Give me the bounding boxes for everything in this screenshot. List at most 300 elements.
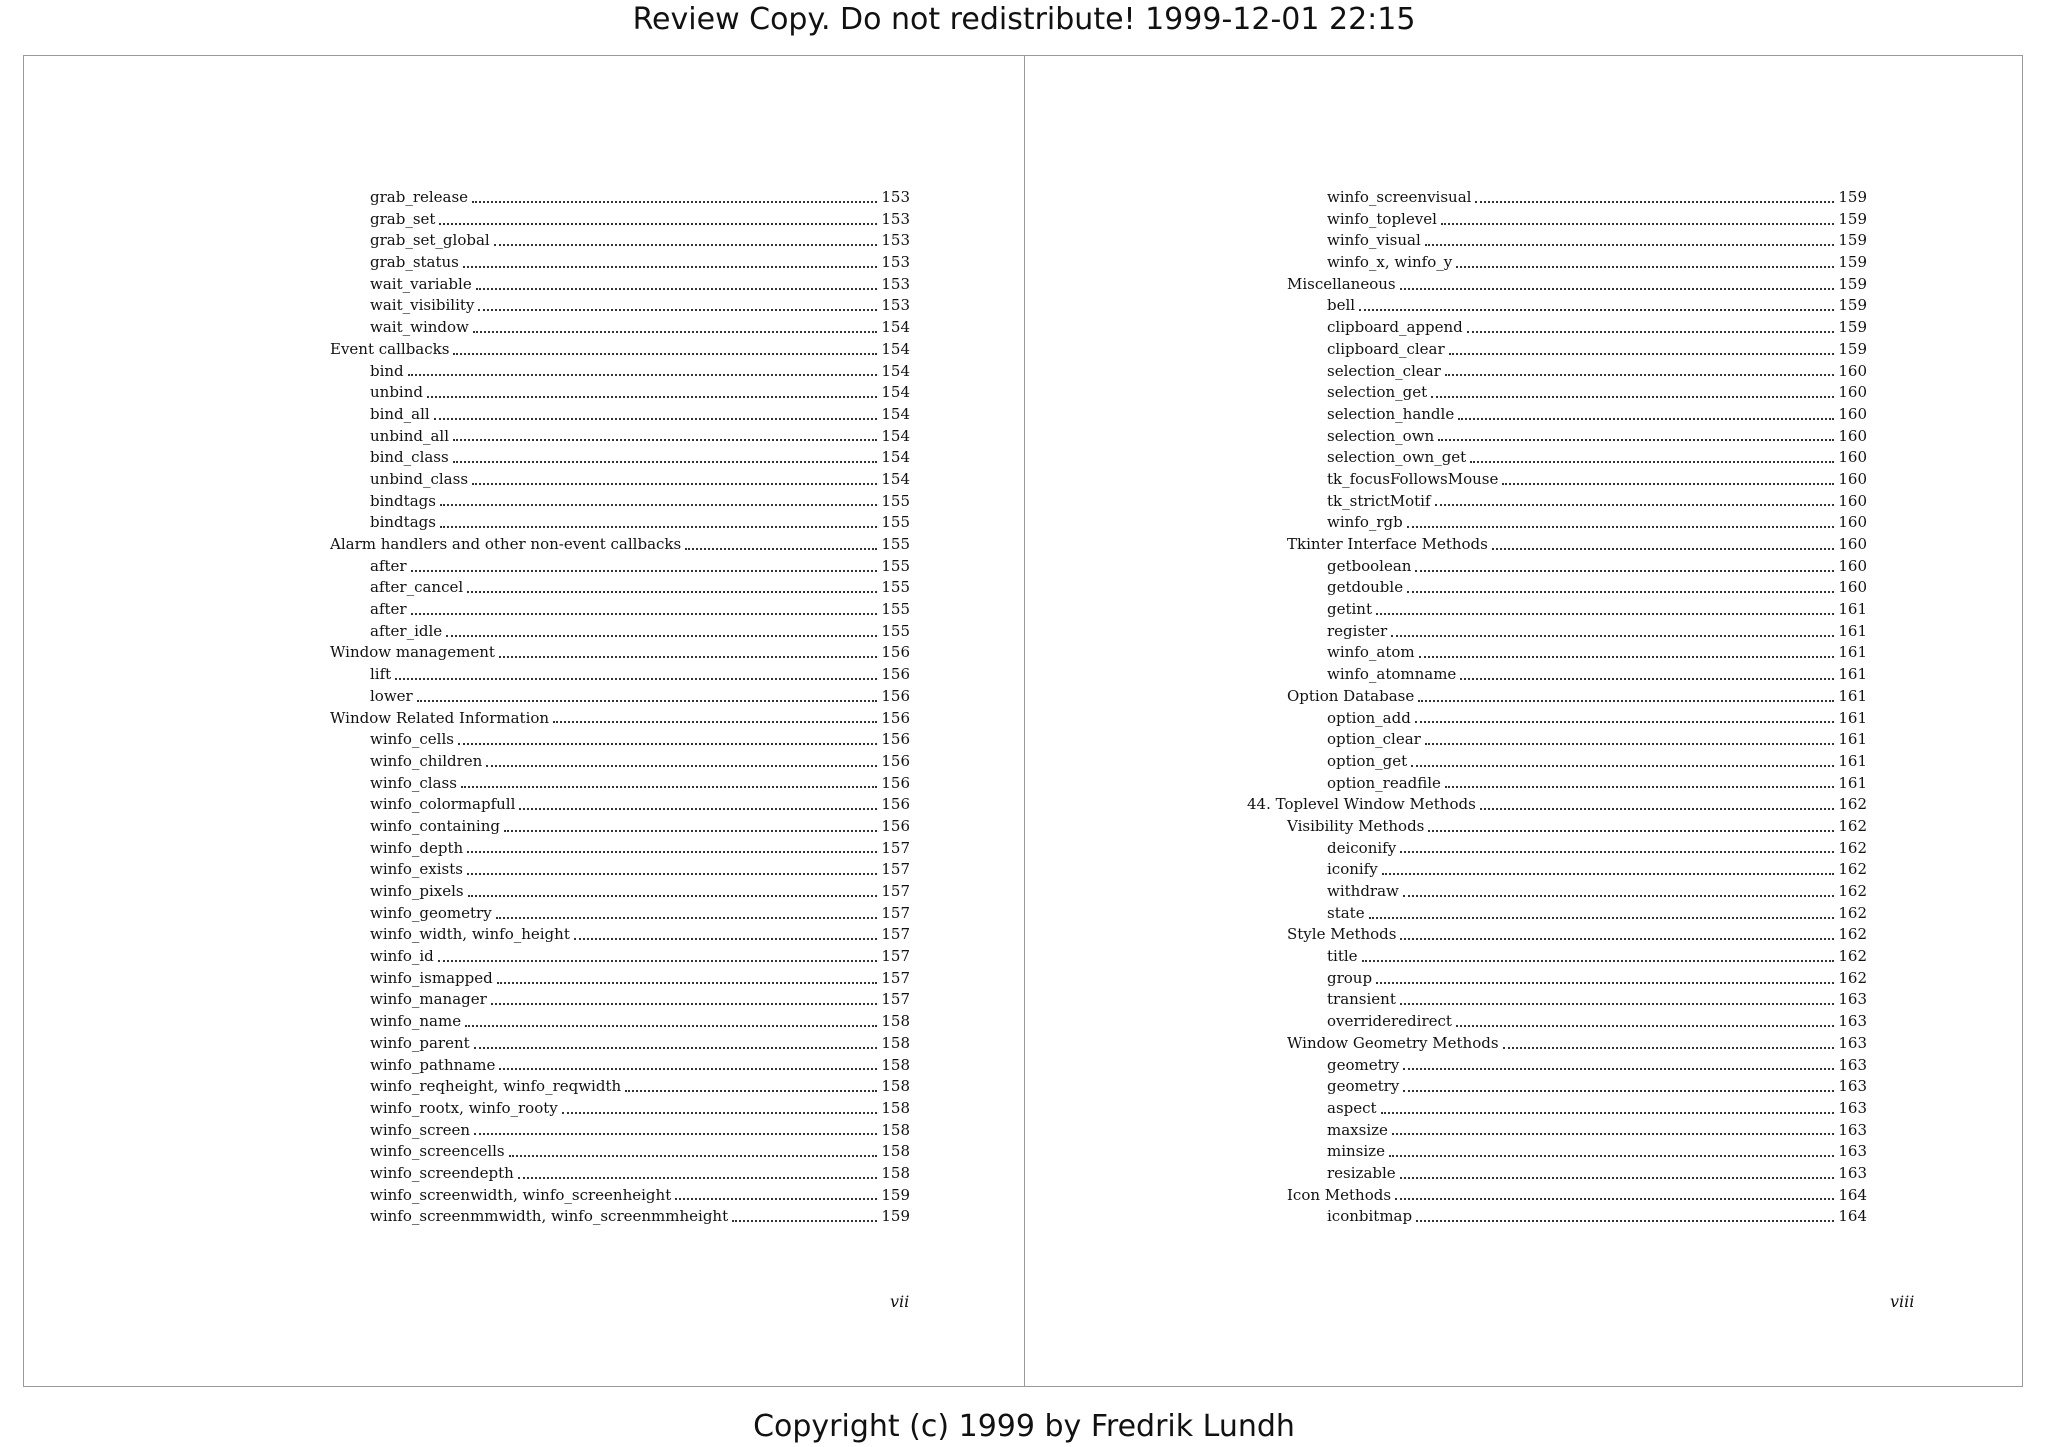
toc-entry[interactable] xyxy=(290,599,910,621)
dot-leader xyxy=(675,1198,877,1200)
toc-entry-title: 44. Toplevel Window Methods xyxy=(1247,795,1476,814)
dot-leader xyxy=(473,331,877,333)
dot-leader xyxy=(1376,982,1834,984)
toc-entry[interactable] xyxy=(290,729,910,751)
toc-entry[interactable] xyxy=(290,816,910,838)
dot-leader xyxy=(1431,396,1834,398)
toc-entry-title: Window Geometry Methods xyxy=(1287,1033,1499,1052)
dot-leader xyxy=(1418,700,1834,702)
toc-entry-page-number: 159 xyxy=(1838,188,1867,206)
dot-leader xyxy=(474,1133,877,1135)
toc-entry[interactable] xyxy=(1247,989,1867,1011)
toc-entry[interactable] xyxy=(290,924,910,946)
dot-leader xyxy=(1425,743,1835,745)
toc-entry-page-number: 158 xyxy=(881,1033,910,1052)
toc-entry[interactable] xyxy=(290,838,910,860)
dot-leader xyxy=(427,396,877,398)
toc-entry-title: selection_get xyxy=(1327,383,1428,402)
dot-leader xyxy=(1419,656,1835,658)
dot-leader xyxy=(458,743,877,745)
toc-entry[interactable] xyxy=(290,556,910,578)
toc-entry[interactable] xyxy=(1247,426,1867,448)
toc-entry-title: Visibility Methods xyxy=(1287,816,1425,835)
toc-entry-page-number: 153 xyxy=(881,188,910,206)
dot-leader xyxy=(472,483,877,485)
toc-entry[interactable] xyxy=(1247,924,1867,946)
toc-entry[interactable] xyxy=(290,1163,910,1185)
toc-entry[interactable] xyxy=(290,1055,910,1077)
toc-entry[interactable] xyxy=(1247,209,1867,231)
toc-entry[interactable] xyxy=(290,1185,910,1207)
toc-entry[interactable] xyxy=(290,339,910,361)
toc-entry-title: selection_own_get xyxy=(1327,448,1467,467)
toc-entry[interactable] xyxy=(1247,577,1867,599)
toc-entry-page-number: 157 xyxy=(881,947,910,966)
toc-entry-page-number: 155 xyxy=(881,578,910,597)
toc-entry-title: winfo_depth xyxy=(370,838,464,857)
toc-entry-title: unbind_all xyxy=(370,426,450,445)
toc-entry-page-number: 156 xyxy=(881,751,910,770)
toc-entry[interactable] xyxy=(1247,382,1867,404)
dot-leader xyxy=(553,721,877,723)
toc-entry[interactable] xyxy=(290,230,910,252)
toc-entry[interactable] xyxy=(1247,968,1867,990)
dot-leader xyxy=(1407,591,1834,593)
toc-entry[interactable] xyxy=(1247,946,1867,968)
toc-entry-title: Style Methods xyxy=(1287,925,1397,944)
dot-leader xyxy=(1458,418,1834,420)
dot-leader xyxy=(1381,1112,1835,1114)
toc-entry-page-number: 156 xyxy=(881,730,910,749)
toc-entry-title: winfo_name xyxy=(370,1012,462,1031)
toc-entry[interactable] xyxy=(1247,1011,1867,1033)
toc-entry-title: Option Database xyxy=(1287,686,1415,705)
toc-entry-page-number: 160 xyxy=(1838,469,1867,488)
dot-leader xyxy=(440,526,877,528)
dot-leader xyxy=(474,1047,878,1049)
toc-entry-title: winfo_reqheight, winfo_reqwidth xyxy=(370,1077,622,1096)
dot-leader xyxy=(411,570,878,572)
toc-entry[interactable] xyxy=(290,404,910,426)
toc-entry-page-number: 162 xyxy=(1838,903,1867,922)
toc-entry[interactable] xyxy=(1247,252,1867,274)
toc-entry-page-number: 157 xyxy=(881,925,910,944)
toc-entry-title: grab_release xyxy=(370,188,469,206)
toc-entry-page-number: 162 xyxy=(1838,860,1867,879)
toc-entry[interactable] xyxy=(1247,708,1867,730)
toc-entry-title: getint xyxy=(1327,600,1372,619)
toc-entry[interactable] xyxy=(1247,1120,1867,1142)
toc-entry-title: winfo_children xyxy=(370,751,483,770)
toc-entry[interactable] xyxy=(290,1076,910,1098)
toc-entry[interactable] xyxy=(290,946,910,968)
toc-entry-page-number: 156 xyxy=(881,795,910,814)
dot-leader xyxy=(732,1220,877,1222)
toc-entry[interactable] xyxy=(290,1206,910,1228)
toc-entry[interactable] xyxy=(290,708,910,730)
copyright-footer: Copyright (c) 1999 by Fredrik Lundh xyxy=(753,1409,1295,1444)
toc-entry[interactable] xyxy=(1247,686,1867,708)
toc-entry[interactable] xyxy=(1247,794,1867,816)
dot-leader xyxy=(499,1068,877,1070)
toc-entry-page-number: 154 xyxy=(881,318,910,337)
toc-entry[interactable] xyxy=(290,382,910,404)
dot-leader xyxy=(434,418,878,420)
toc-entry-title: withdraw xyxy=(1327,882,1399,900)
dot-leader xyxy=(518,1177,878,1179)
toc-entry-page-number: 153 xyxy=(881,209,910,228)
toc-entry-title: winfo_manager xyxy=(370,990,487,1009)
toc-entry[interactable] xyxy=(290,577,910,599)
toc-entry-title: winfo_cells xyxy=(370,730,454,749)
toc-entry-page-number: 158 xyxy=(881,1163,910,1182)
toc-entry[interactable] xyxy=(290,1011,910,1033)
toc-entry-page-number: 153 xyxy=(881,296,910,315)
toc-entry[interactable] xyxy=(1247,729,1867,751)
toc-entry-page-number: 160 xyxy=(1838,556,1867,575)
toc-entry-title: bind_all xyxy=(370,404,430,423)
toc-entry-title: winfo_rgb xyxy=(1327,513,1403,532)
toc-entry-title: iconify xyxy=(1327,860,1378,879)
toc-entry[interactable] xyxy=(290,794,910,816)
dot-leader xyxy=(1411,765,1834,767)
toc-entry-page-number: 155 xyxy=(881,513,910,532)
toc-entry[interactable] xyxy=(1247,187,1867,209)
toc-entry-page-number: 153 xyxy=(881,253,910,272)
toc-entry[interactable] xyxy=(290,361,910,383)
toc-entry[interactable] xyxy=(290,621,910,643)
toc-entry-page-number: 153 xyxy=(881,274,910,293)
toc-entry[interactable] xyxy=(290,252,910,274)
toc-entry-page-number: 157 xyxy=(881,860,910,879)
dot-leader xyxy=(1400,851,1834,853)
toc-entry-title: winfo_x, winfo_y xyxy=(1327,253,1453,272)
toc-entry-page-number: 162 xyxy=(1838,795,1867,814)
toc-entry[interactable] xyxy=(1247,773,1867,795)
toc-entry[interactable] xyxy=(290,426,910,448)
toc-entry-title: winfo_atomname xyxy=(1327,665,1457,684)
dot-leader xyxy=(1389,1155,1834,1157)
toc-entry-title: winfo_rootx, winfo_rooty xyxy=(370,1098,558,1117)
toc-entry-page-number: 160 xyxy=(1838,426,1867,445)
toc-entry-page-number: 160 xyxy=(1838,361,1867,380)
toc-entry[interactable] xyxy=(290,295,910,317)
toc-entry-title: winfo_toplevel xyxy=(1327,209,1437,228)
toc-entry-title: winfo_class xyxy=(370,773,457,792)
dot-leader xyxy=(417,700,878,702)
toc-entry-page-number: 159 xyxy=(1838,274,1867,293)
dot-leader xyxy=(440,504,877,506)
toc-entry-title: option_get xyxy=(1327,751,1408,770)
toc-entry-page-number: 158 xyxy=(881,1142,910,1161)
toc-entry-title: clipboard_append xyxy=(1327,318,1463,337)
right-page xyxy=(1025,56,2025,1386)
toc-entry-title: state xyxy=(1327,903,1365,922)
toc-entry[interactable] xyxy=(1247,230,1867,252)
dot-leader xyxy=(1415,721,1835,723)
toc-entry-title: title xyxy=(1327,947,1358,966)
toc-entry[interactable] xyxy=(1247,1185,1867,1207)
toc-entry[interactable] xyxy=(1247,274,1867,296)
toc-entry-title: lift xyxy=(370,665,392,684)
toc-entry-title: unbind_class xyxy=(370,469,469,488)
toc-entry-title: unbind xyxy=(370,383,423,402)
toc-entry-title: register xyxy=(1327,621,1388,640)
toc-entry-title: after xyxy=(370,600,407,619)
toc-entry-page-number: 155 xyxy=(881,621,910,640)
toc-entry-title: bind xyxy=(370,361,404,380)
toc-entry[interactable] xyxy=(1247,1098,1867,1120)
toc-entry-page-number: 161 xyxy=(1838,751,1867,770)
toc-entry[interactable] xyxy=(1247,816,1867,838)
toc-entry-title: deiconify xyxy=(1327,838,1397,857)
toc-entry[interactable] xyxy=(290,1141,910,1163)
toc-entry-page-number: 163 xyxy=(1838,1055,1867,1074)
toc-entry-page-number: 163 xyxy=(1838,1142,1867,1161)
toc-entry-page-number: 155 xyxy=(881,556,910,575)
dot-leader xyxy=(491,1003,878,1005)
dot-leader xyxy=(1362,960,1835,962)
dot-leader xyxy=(1480,808,1835,810)
toc-entry[interactable] xyxy=(1247,447,1867,469)
toc-entry-title: grab_set_global xyxy=(370,231,490,250)
toc-entry-title: overrideredirect xyxy=(1327,1012,1452,1031)
toc-entry-title: option_clear xyxy=(1327,730,1421,749)
toc-entry[interactable] xyxy=(290,642,910,664)
toc-entry-title: winfo_visual xyxy=(1327,231,1421,250)
toc-entry-title: winfo_id xyxy=(370,947,434,966)
toc-entry-page-number: 163 xyxy=(1838,1033,1867,1052)
toc-entry[interactable] xyxy=(1247,317,1867,339)
toc-entry-page-number: 156 xyxy=(881,665,910,684)
toc-entry[interactable] xyxy=(290,968,910,990)
toc-entry[interactable] xyxy=(1247,534,1867,556)
dot-leader xyxy=(562,1112,878,1114)
toc-entry-page-number: 159 xyxy=(1838,209,1867,228)
toc-entry-page-number: 162 xyxy=(1838,925,1867,944)
toc-entry[interactable] xyxy=(1247,838,1867,860)
dot-leader xyxy=(1503,1047,1835,1049)
toc-entry-title: minsize xyxy=(1327,1142,1385,1161)
dot-leader xyxy=(685,548,877,550)
dot-leader xyxy=(1403,1090,1834,1092)
toc-entry[interactable] xyxy=(1247,903,1867,925)
toc-entry-title: bindtags xyxy=(370,513,436,532)
toc-entry-title: winfo_colormapfull xyxy=(370,795,516,814)
toc-entry[interactable] xyxy=(1247,512,1867,534)
dot-leader xyxy=(463,266,877,268)
toc-entry[interactable] xyxy=(290,1120,910,1142)
toc-entry[interactable] xyxy=(290,686,910,708)
toc-entry-page-number: 154 xyxy=(881,339,910,358)
toc-entry-title: transient xyxy=(1327,990,1396,1009)
toc-entry-page-number: 159 xyxy=(881,1185,910,1204)
toc-entry-title: Miscellaneous xyxy=(1287,274,1396,293)
toc-entry[interactable] xyxy=(1247,664,1867,686)
toc-entry-title: getboolean xyxy=(1327,556,1412,575)
toc-entry-title: after_cancel xyxy=(370,578,464,597)
toc-entry-page-number: 158 xyxy=(881,1120,910,1139)
dot-leader xyxy=(1492,548,1835,550)
toc-entry-page-number: 163 xyxy=(1838,1012,1867,1031)
toc-entry-title: getdouble xyxy=(1327,578,1404,597)
dot-leader xyxy=(509,1155,878,1157)
toc-entry-page-number: 154 xyxy=(881,383,910,402)
dot-leader xyxy=(1445,374,1835,376)
dot-leader xyxy=(453,439,877,441)
toc-entry-title: winfo_screenvisual xyxy=(1327,188,1472,206)
toc-entry[interactable] xyxy=(1247,491,1867,513)
toc-entry-title: selection_handle xyxy=(1327,404,1455,423)
dot-leader xyxy=(1392,1133,1834,1135)
toc-entry-title: selection_own xyxy=(1327,426,1435,445)
toc-entry[interactable] xyxy=(290,187,910,209)
dot-leader xyxy=(438,960,878,962)
dot-leader xyxy=(478,309,877,311)
dot-leader xyxy=(446,635,877,637)
toc-entry[interactable] xyxy=(1247,469,1867,491)
toc-entry-title: after_idle xyxy=(370,621,443,640)
toc-entry[interactable] xyxy=(290,859,910,881)
toc-entry[interactable] xyxy=(1247,1206,1867,1228)
page-number-left: vii xyxy=(890,1292,910,1311)
dot-leader xyxy=(519,808,877,810)
toc-entry-page-number: 157 xyxy=(881,838,910,857)
toc-entry[interactable] xyxy=(1247,339,1867,361)
toc-entry[interactable] xyxy=(1247,1055,1867,1077)
toc-entry-page-number: 159 xyxy=(1838,339,1867,358)
dot-leader xyxy=(1502,483,1834,485)
toc-entry-page-number: 154 xyxy=(881,448,910,467)
dot-leader xyxy=(1403,895,1834,897)
toc-entry-page-number: 159 xyxy=(1838,253,1867,272)
toc-entry[interactable] xyxy=(290,274,910,296)
dot-leader xyxy=(1359,309,1834,311)
toc-entry-page-number: 161 xyxy=(1838,730,1867,749)
toc-entry-title: clipboard_clear xyxy=(1327,339,1445,358)
toc-entry-page-number: 154 xyxy=(881,361,910,380)
dot-leader xyxy=(486,765,877,767)
toc-entry-title: winfo_width, winfo_height xyxy=(370,925,570,944)
toc-entry-title: Event callbacks xyxy=(330,339,450,358)
dot-leader xyxy=(411,613,878,615)
dot-leader xyxy=(465,1025,877,1027)
toc-entry-title: winfo_ismapped xyxy=(370,968,493,987)
toc-entry-page-number: 156 xyxy=(881,708,910,727)
toc-entry[interactable] xyxy=(290,881,910,903)
dot-leader xyxy=(1435,504,1835,506)
toc-entry[interactable] xyxy=(1247,599,1867,621)
toc-entry-title: Window Related Information xyxy=(330,708,550,727)
dot-leader xyxy=(1456,266,1834,268)
toc-entry[interactable] xyxy=(1247,1076,1867,1098)
dot-leader xyxy=(472,201,877,203)
toc-entry[interactable] xyxy=(1247,642,1867,664)
dot-leader xyxy=(1400,938,1834,940)
toc-entry[interactable] xyxy=(290,491,910,513)
dot-leader xyxy=(1445,786,1834,788)
toc-entry[interactable] xyxy=(1247,295,1867,317)
toc-entry-title: wait_visibility xyxy=(370,296,475,315)
toc-entry-page-number: 156 xyxy=(881,773,910,792)
dot-leader xyxy=(1438,439,1834,441)
toc-entry-page-number: 157 xyxy=(881,968,910,987)
toc-entry[interactable] xyxy=(1247,881,1867,903)
toc-entry[interactable] xyxy=(1247,621,1867,643)
toc-entry-title: bind_class xyxy=(370,448,449,467)
toc-entry[interactable] xyxy=(290,903,910,925)
toc-entry-page-number: 153 xyxy=(881,231,910,250)
toc-entry[interactable] xyxy=(290,664,910,686)
toc-entry-page-number: 162 xyxy=(1838,882,1867,900)
toc-entry-title: winfo_screen xyxy=(370,1120,471,1139)
toc-entry-page-number: 160 xyxy=(1838,383,1867,402)
toc-entry[interactable] xyxy=(290,317,910,339)
toc-entry[interactable] xyxy=(1247,1163,1867,1185)
toc-entry-page-number: 155 xyxy=(881,535,910,553)
toc-entry[interactable] xyxy=(1247,1033,1867,1055)
toc-entry-page-number: 157 xyxy=(881,903,910,922)
toc-entry[interactable] xyxy=(290,773,910,795)
toc-entry[interactable] xyxy=(290,469,910,491)
toc-entry-title: tk_focusFollowsMouse xyxy=(1327,469,1499,488)
toc-entry-page-number: 157 xyxy=(881,990,910,1009)
toc-entry[interactable] xyxy=(1247,1141,1867,1163)
toc-entry-page-number: 161 xyxy=(1838,643,1867,662)
toc-entry-title: maxsize xyxy=(1327,1120,1388,1139)
toc-entry[interactable] xyxy=(1247,751,1867,773)
toc-entry-page-number: 162 xyxy=(1838,838,1867,857)
toc-entry-title: option_add xyxy=(1327,708,1411,727)
toc-entry-title: winfo_pixels xyxy=(370,882,464,900)
toc-entry[interactable] xyxy=(290,209,910,231)
toc-entry[interactable] xyxy=(290,512,910,534)
toc-entry[interactable] xyxy=(290,1098,910,1120)
toc-entry-title: winfo_containing xyxy=(370,816,500,835)
dot-leader xyxy=(461,786,877,788)
toc-entry-page-number: 162 xyxy=(1838,947,1867,966)
toc-entry[interactable] xyxy=(1247,556,1867,578)
toc-entry[interactable] xyxy=(1247,361,1867,383)
toc-entry[interactable] xyxy=(290,989,910,1011)
toc-entry[interactable] xyxy=(290,751,910,773)
toc-entry-page-number: 164 xyxy=(1838,1185,1867,1204)
toc-entry-title: tk_strictMotif xyxy=(1327,491,1431,510)
dot-leader xyxy=(1382,873,1835,875)
toc-entry-title: grab_status xyxy=(370,253,459,272)
toc-entry-page-number: 159 xyxy=(1838,318,1867,337)
toc-entry-title: grab_set xyxy=(370,209,436,228)
toc-entry-page-number: 163 xyxy=(1838,990,1867,1009)
toc-entry[interactable] xyxy=(290,1033,910,1055)
dot-leader xyxy=(1400,1177,1835,1179)
toc-entry[interactable] xyxy=(1247,859,1867,881)
dot-leader xyxy=(408,374,878,376)
toc-entry-page-number: 163 xyxy=(1838,1098,1867,1117)
toc-entry[interactable] xyxy=(290,447,910,469)
toc-entry[interactable] xyxy=(290,534,910,556)
dot-leader xyxy=(496,917,878,919)
dot-leader xyxy=(574,938,878,940)
toc-entry-page-number: 161 xyxy=(1838,773,1867,792)
toc-entry-page-number: 156 xyxy=(881,643,910,662)
toc-entry-title: bell xyxy=(1327,296,1356,315)
dot-leader xyxy=(467,873,877,875)
toc-entry-page-number: 158 xyxy=(881,1012,910,1031)
book-spread xyxy=(23,55,2023,1387)
toc-list-left xyxy=(290,187,910,1228)
toc-entry[interactable] xyxy=(1247,404,1867,426)
